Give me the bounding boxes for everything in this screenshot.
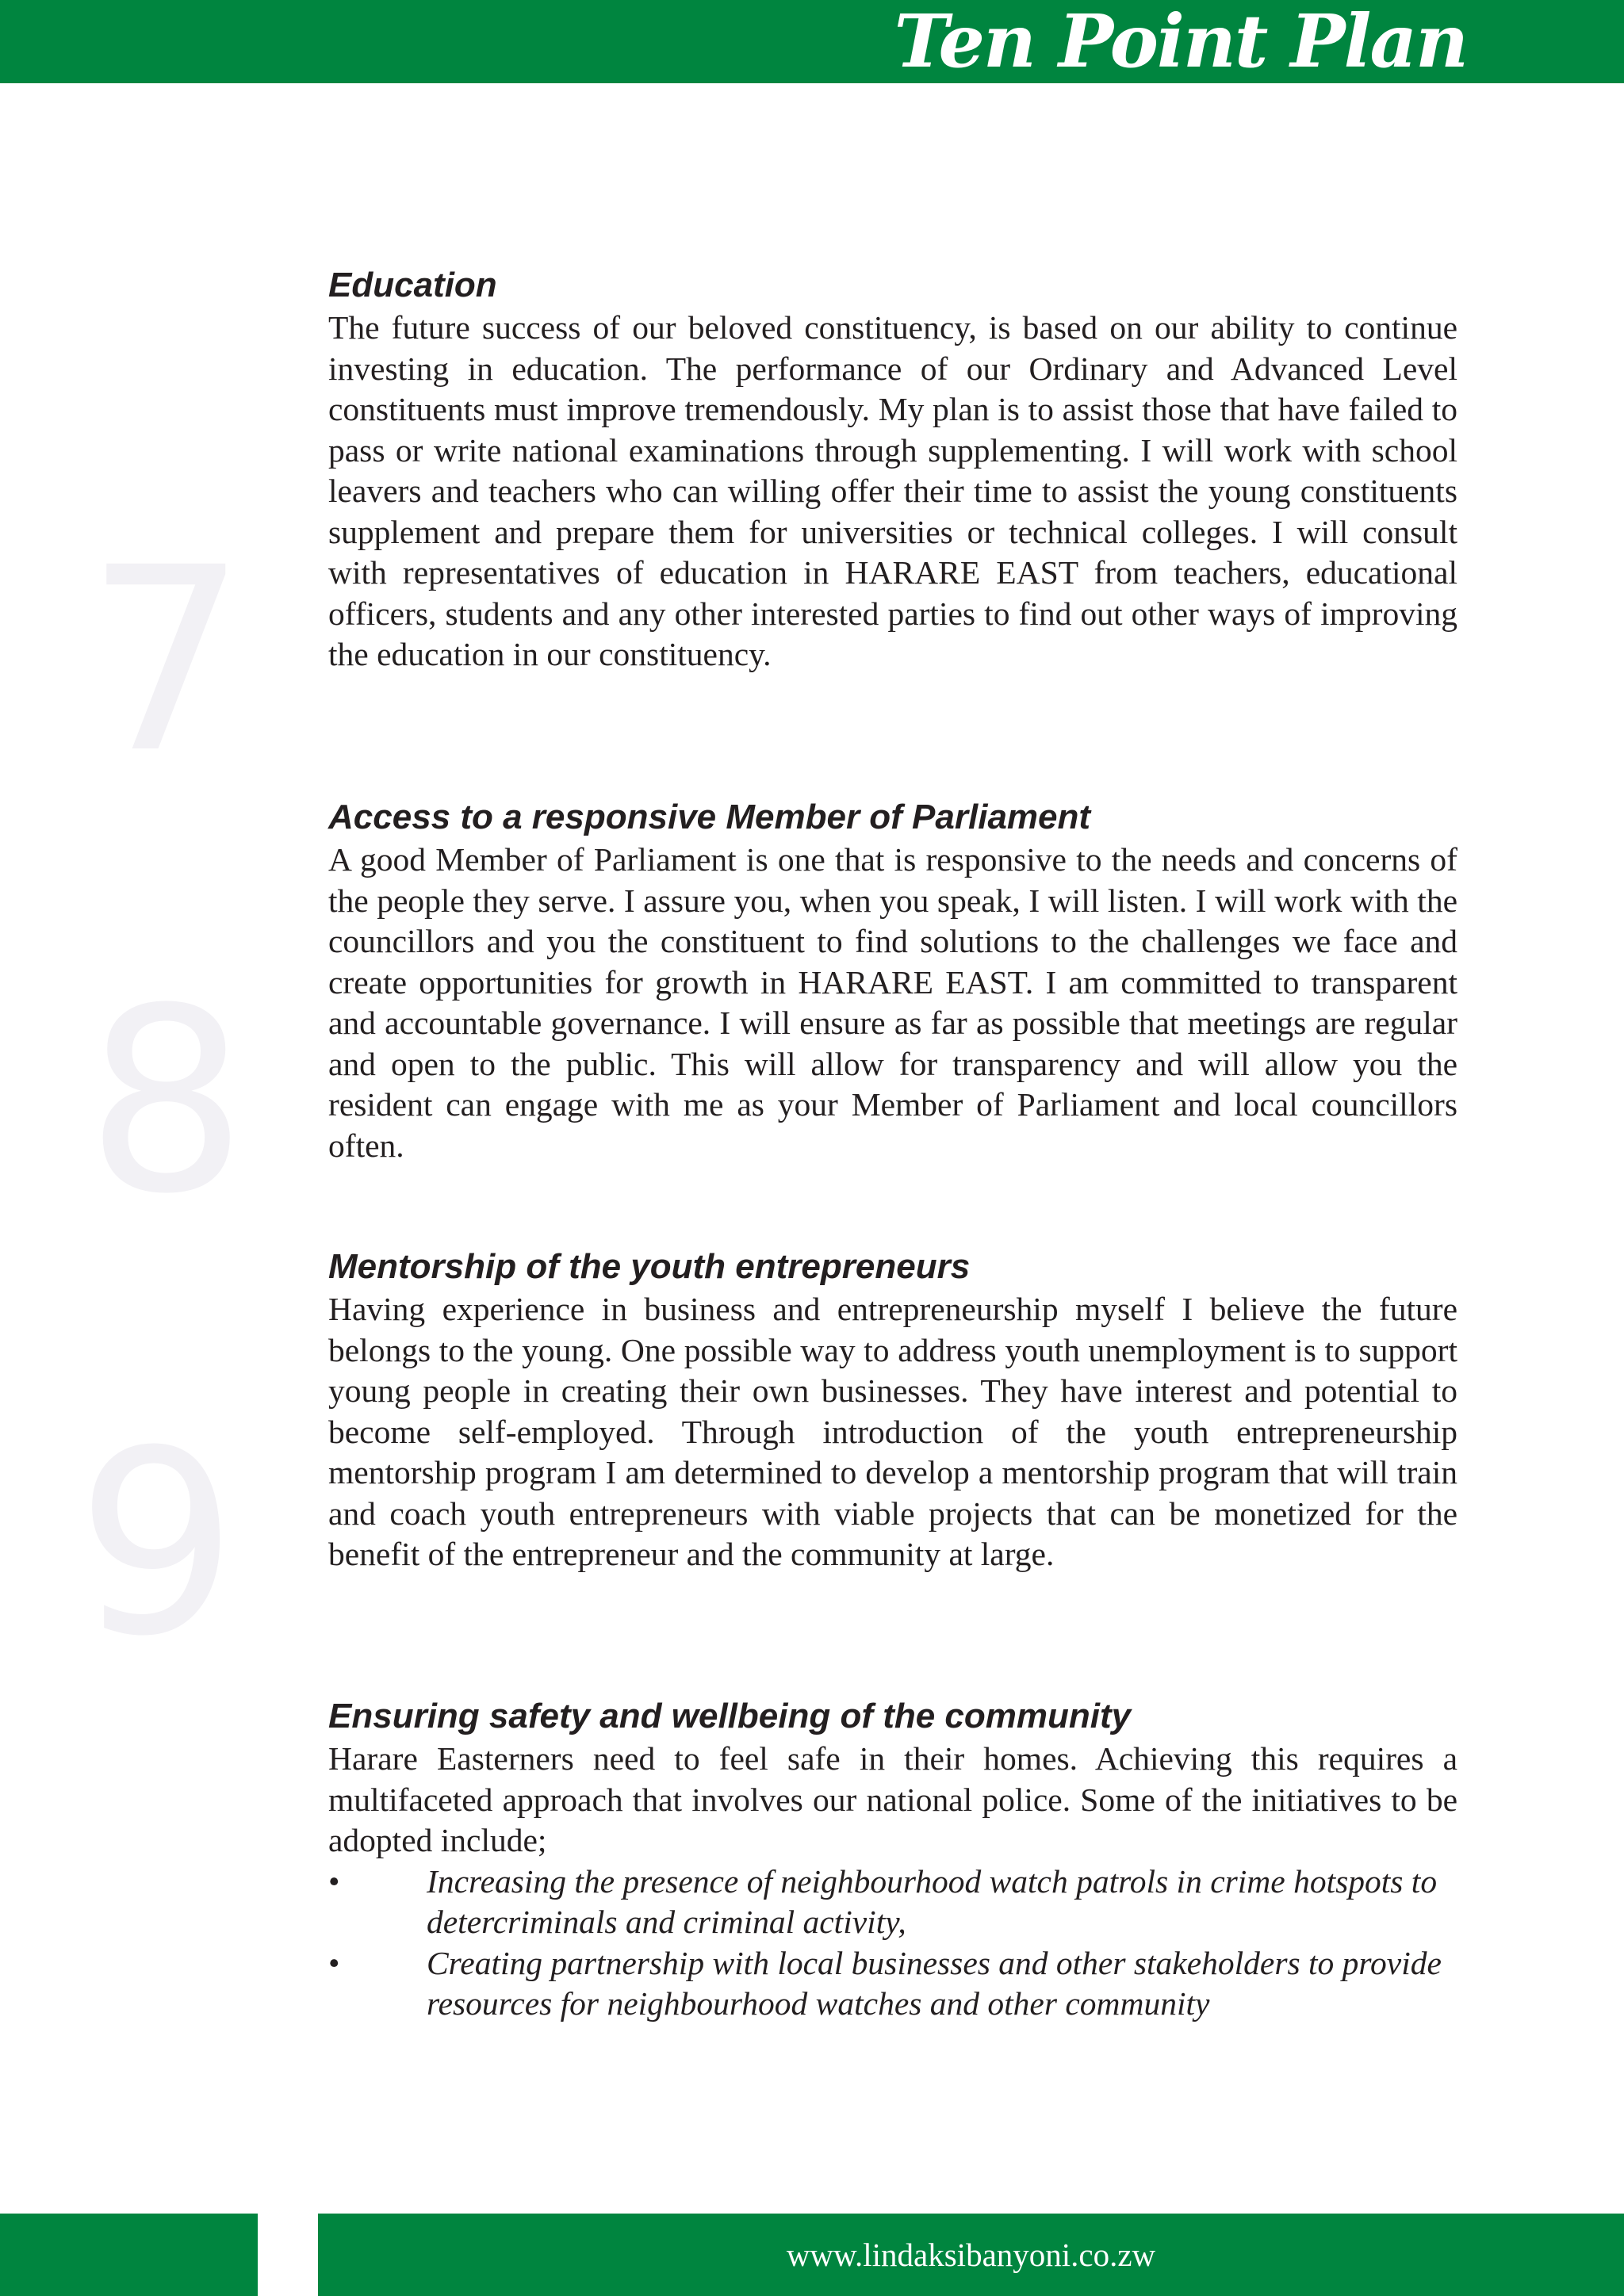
header-bar xyxy=(0,0,1624,83)
section-responsive-mp xyxy=(328,795,1457,1166)
list-item xyxy=(328,1943,1457,2025)
section-body: Having experience in business and entrepreneurship myself I believe the future belongs to the young. One possible way to address youth unemployment is to support young people in creating their own businesses. They have interest and potential to become self-employed. Through introduction of the youth entrepreneurship mentorship program I am determined to develop a mentorship program that will train and coach youth entrepreneurs with viable projects that can be monetized for the benefit of the entrepreneur and the community at large. xyxy=(328,1291,1457,1572)
section-body: A good Member of Parliament is one that is responsive to the needs and concerns of the people they serve. I assure you, when you speak, I will listen. I will work with the councillors and you the constituent to find solutions to the challenges we face and create opportunities for growth in HARARE EAST. I am committed to transparent and accountable governance. I will ensure as far as possible that meetings are regular and open to the public. This will allow for transparency and will allow you the resident can engage with me as your Member of Parliament and local councillors often. xyxy=(328,841,1457,1164)
section-youth-mentorship xyxy=(328,1245,1457,1575)
section-heading: Education xyxy=(328,266,497,304)
section-heading: Mentorship of the youth entrepreneurs xyxy=(328,1247,971,1286)
footer-bar xyxy=(318,2214,1624,2296)
section-heading: Access to a responsive Member of Parliament xyxy=(328,798,1091,836)
document-title: Ten Point Plan xyxy=(894,0,1467,84)
website-url[interactable]: www.lindaksibanyoni.co.zw xyxy=(786,2237,1156,2273)
footer-bar-left xyxy=(0,2214,258,2296)
list-item-text: Increasing the presence of neighbourhood watch patrols in crime hotspots to detercriminals and criminal activity, xyxy=(427,1862,1438,1940)
list-item xyxy=(328,1862,1457,1943)
initiatives-list xyxy=(328,1862,1457,2025)
bullet-icon: • xyxy=(328,1862,340,1900)
section-body: Harare Easterners need to feel safe in their homes. Achieving this requires a multifaceted approach that involves our national police. Some of the initiatives to be adopted include; xyxy=(328,1740,1457,1858)
section-number-7: 7 xyxy=(86,514,247,809)
section-body: The future success of our beloved constituency, is based on our ability to continue investing in education. The performance of our Ordinary and Advanced Level constituents must improve tremendously. My plan is to assist those that have failed to pass or write national examinations through supplementing. I will work with school leavers and teachers who can willing offer their time to assist the young constituents supplement and prepare them for universities or technical colleges. I will consult with representatives of education in HARARE EAST from teachers, educational officers, students and any other interested parties to find out other ways of improving the education in our constituency. xyxy=(328,309,1457,672)
section-number-8: 8 xyxy=(86,955,247,1249)
section-number-9: 9 xyxy=(76,1397,238,1692)
bullet-icon: • xyxy=(328,1944,340,1981)
section-community-safety xyxy=(328,1694,1457,2025)
section-heading: Ensuring safety and wellbeing of the community xyxy=(328,1697,1132,1735)
section-education xyxy=(328,263,1457,675)
list-item-text: Creating partnership with local businesses and other stakeholders to provide resources for neighbourhood watches and other community xyxy=(427,1944,1442,2022)
